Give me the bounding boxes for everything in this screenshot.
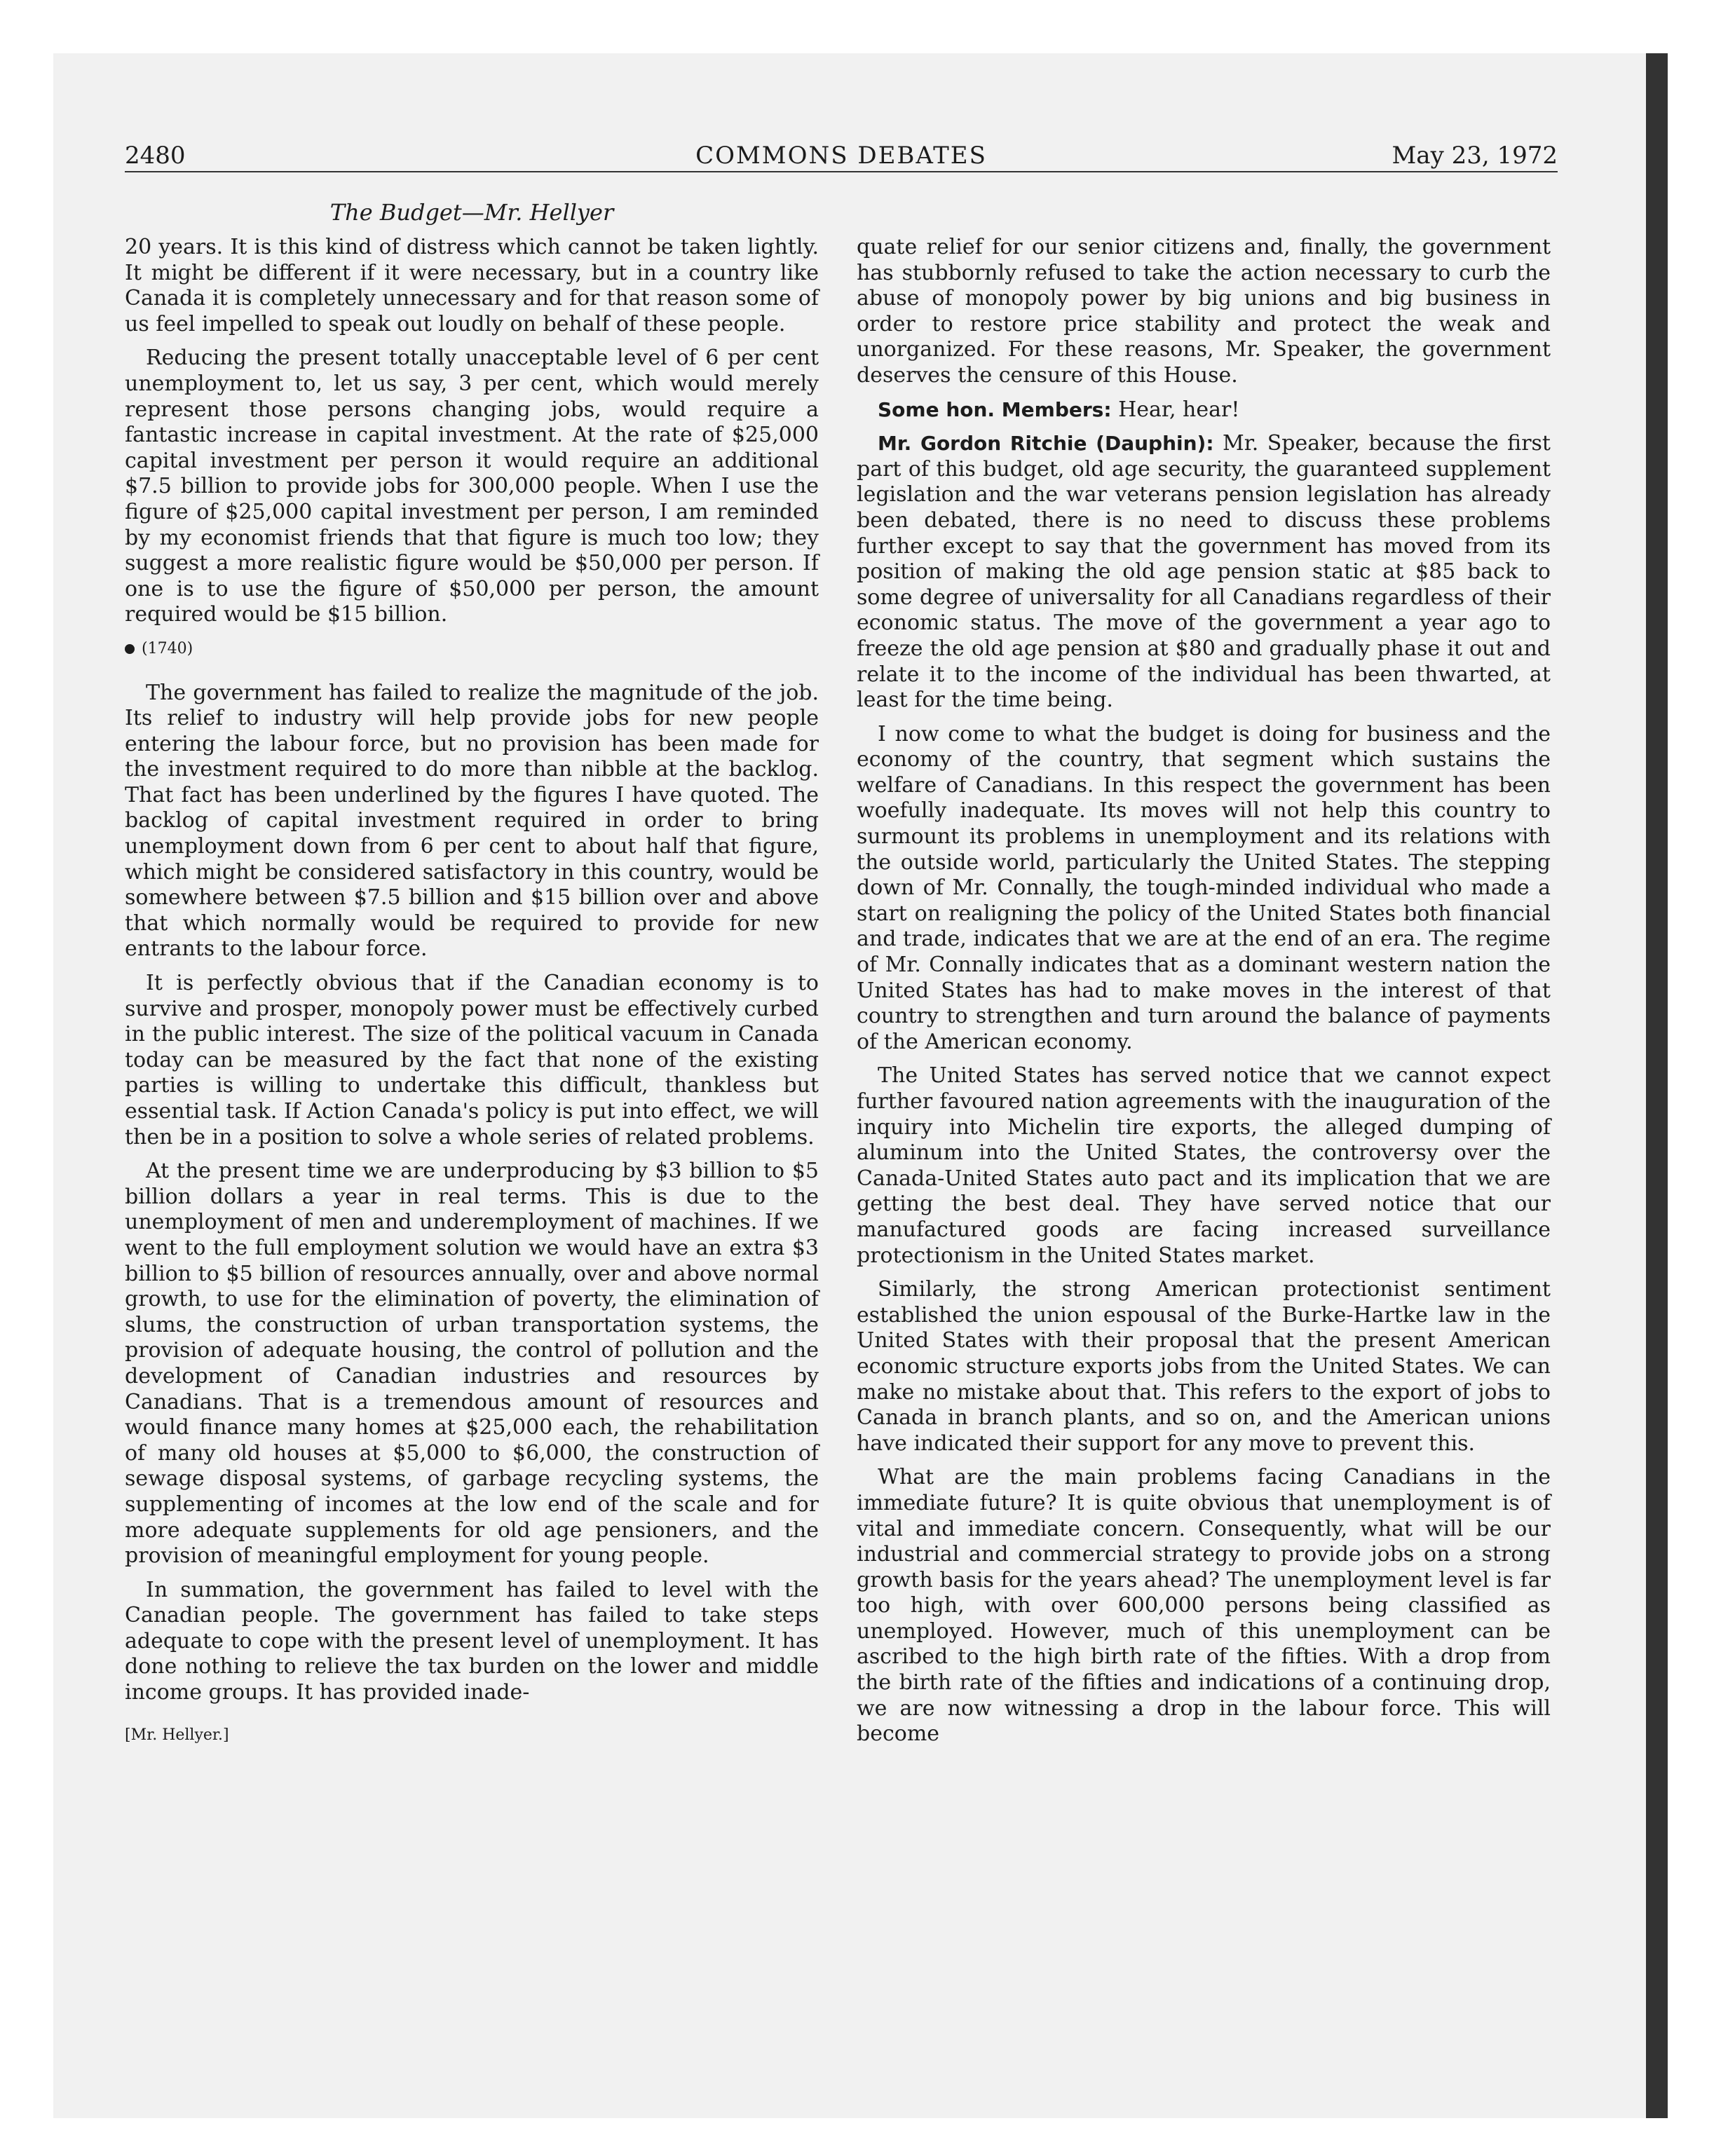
time-marker — [125, 636, 819, 662]
paragraph: Similarly, the strong American protectionist sentiment established the union espousal of the Burke-Hartke law in the United States with their proposal that the present American economic structure exports jobs from the United States. We can make no mistake about that. This refers to the export of jobs to Canada in branch plants, and so on, and the American unions have indicated their support for any move to prevent this. — [857, 1277, 1551, 1456]
paragraph: At the present time we are underproducing by $3 billion to $5 billion dollars a year in real terms. This is due to the unemployment of men and underemployment of machines. If we went to the full employment solution we would have an extra $3 billion to $5 billion of resources annually, over and above normal growth, to use for the elimination of poverty, the elimination of slums, the construction of urban transportation systems, the provision of adequate housing, the control of pollution and the development of Canadian industries and resources by Canadians. That is a tremendous amount of resources and would finance many homes at $25,000 each, the rehabilitation of many old houses at $5,000 to $6,000, the construction of sewage disposal systems, of garbage recycling systems, the supplementing of incomes at the low end of the scale and for more adequate supplements for old age pensioners, and the provision of meaningful employment for young people. — [125, 1159, 819, 1569]
page-number: 2480 — [125, 142, 186, 170]
speaker-footnote: [Mr. Hellyer.] — [125, 1726, 229, 1744]
paragraph: What are the main problems facing Canadians in the immediate future? It is quite obvious that unemployment is of vital and immediate concern. Consequently, what will be our industrial and commercial strategy to provide jobs on a strong growth basis for the years ahead? The unemployment level is far too high, with over 600,000 persons being classified as unemployed. However, much of this unemployment can be ascribed to the high birth rate of the fifties. With a drop from the birth rate of the fifties and indications of a continuing drop, we are now witnessing a drop in the labour force. This will become — [857, 1465, 1551, 1747]
bullet-icon — [125, 644, 135, 654]
paragraph: The United States has served notice that we cannot expect further favoured nation agreements with the inauguration of the inquiry into Michelin tire exports, the alleged dumping of aluminum into the United States, the controversy over the Canada-United States auto pact and its implication that we are getting the best deal. They have served notice that our manufactured goods are facing increased surveillance protectionism in the United States market. — [857, 1063, 1551, 1268]
paragraph: quate relief for our senior citizens and, finally, the government has stubbornly refused to take the action necessary to curb the abuse of monopoly power by big unions and big business in order to restore price stability and protect the weak and unorganized. For these reasons, Mr. Speaker, the government deserves the censure of this House. — [857, 235, 1551, 388]
speaker-name: Some hon. Members: — [878, 397, 1112, 421]
right-column — [857, 235, 1551, 1756]
scan-edge — [1646, 53, 1668, 2118]
time-marker-label: (1740) — [142, 639, 193, 657]
page-header — [125, 140, 1558, 172]
speech-text: Mr. Speaker, because the first part of this budget, old age security, the guaranteed supplement legislation and the war veterans pension legislation has already been debated, there is no need to discuss these problems further except to say that the government has moved from its position of making the old age pension static at $85 back to some degree of universality for all Canadians regardless of their economic status. The move of the government a year ago to freeze the old age pension at $80 and gradually phase it out and relate it to the income of the individual has been thwarted, at least for the time being. — [857, 431, 1551, 713]
paragraph: I now come to what the budget is doing for business and the economy of the country, that segment which sustains the welfare of Canadians. In this respect the government has been woefully inadequate. Its moves will not help this country to surmount its problems in unemployment and its relations with the outside world, particularly the United States. The stepping down of Mr. Connally, the tough-minded individual who made a start on realigning the policy of the United States both financial and trade, indicates that we are at the end of an era. The regime of Mr. Connally indicates that as a dominant western nation the United States has had to make moves in the interest of that country to strengthen and turn around the balance of payments of the American economy. — [857, 721, 1551, 1054]
publication-title: COMMONS DEBATES — [695, 142, 987, 170]
paragraph: Reducing the present totally unacceptable level of 6 per cent unemployment to, let us say, 3 per cent, which would merely represent those persons changing jobs, would require a fantastic increase in capital investment. At the rate of $25,000 capital investment per person it would require an additional $7.5 billion to provide jobs for 300,000 people. When I use the figure of $25,000 capital investment per person, I am reminded by my economist friends that that figure is much too low; they suggest a more realistic figure would be $50,000 per person. If one is to use the figure of $50,000 per person, the amount required would be $15 billion. — [125, 346, 819, 627]
page-date: May 23, 1972 — [1392, 142, 1558, 170]
paragraph: In summation, the government has failed to level with the Canadian people. The government has failed to take steps adequate to cope with the present level of unemployment. It has done nothing to relieve the tax burden on the lower and middle income groups. It has provided inade- — [125, 1577, 819, 1705]
interjection — [857, 397, 1551, 423]
speech-paragraph — [857, 431, 1551, 714]
left-column — [125, 235, 819, 1748]
speaker-name: Mr. Gordon Ritchie (Dauphin): — [878, 432, 1214, 456]
paragraph: It is perfectly obvious that if the Canadian economy is to survive and prosper, monopoly power must be effectively curbed in the public interest. The size of the political vacuum in Canada today can be measured by the fact that none of the existing parties is willing to undertake this difficult, thankless but essential task. If Action Canada's policy is put into effect, we will then be in a position to solve a whole series of related problems. — [125, 971, 819, 1149]
interjection-text: Hear, hear! — [1118, 397, 1240, 422]
paragraph: 20 years. It is this kind of distress which cannot be taken lightly. It might be different if it were necessary, but in a country like Canada it is completely unnecessary and for that reason some of us feel impelled to speak out loudly on behalf of these people. — [125, 235, 819, 336]
paragraph: The government has failed to realize the magnitude of the job. Its relief to industry will help provide jobs for new people entering the labour force, but no provision has been made for the investment required to do more than nibble at the backlog. That fact has been underlined by the figures I have quoted. The backlog of capital investment required in order to bring unemployment down from 6 per cent to about half that figure, which might be considered satisfactory in this country, would be somewhere between $7.5 billion and $15 billion over and above that which normally would be required to provide for new entrants to the labour force. — [125, 680, 819, 962]
section-subheading: The Budget—Mr. Hellyer — [329, 199, 614, 226]
